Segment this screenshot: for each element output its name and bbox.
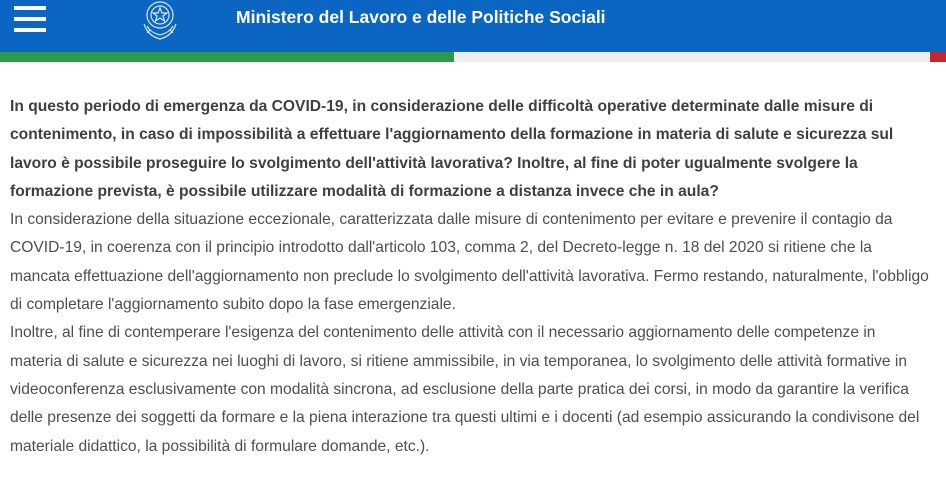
- italian-flag-stripe: [0, 52, 946, 62]
- faq-question: In questo periodo di emergenza da COVID-19, in considerazione delle difficoltà operative determinate dalle misure di contenimento, in caso di impossibilità a effettuare l'aggiornamento della formazione in materia di salute e sicurezza sul lavoro è possibile proseguire lo svolgimento dell'attività lavorativa? Inoltre, al fine di poter ugualmente svolgere la formazione prevista, è possibile utilizzare modalità di formazione a distanza invece che in aula?: [10, 98, 894, 200]
- menu-line: [14, 28, 46, 32]
- italian-republic-emblem-icon[interactable]: [138, 0, 182, 42]
- faq-answer-paragraph-2: Inoltre, al fine di contemperare l'esigenza del contenimento delle attività con il necessario aggiornamento delle competenze in materia di salute e sicurezza nei luoghi di lavoro, si ritiene ammissibile, in via temporanea, lo svolgimento delle attività formative in videoconferenza esclusivamente con modalità sincrona, ad esclusione della parte pratica dei corsi, in modo da garantire la verifica delle presenze dei soggetti da formare e la piena interazione tra questi ultimi e i docenti (ad esempio assicurando la condivisone del materiale didattico, la possibilità di formulare domande, etc.).: [10, 324, 920, 455]
- faq-answer-paragraph-1: In considerazione della situazione eccezionale, caratterizzata dalle misure di contenimento per evitare e prevenire il contagio da COVID-19, in coerenza con il principio introdotto dall'articolo 103, comma 2, del Decreto-legge n. 18 del 2020 si ritiene che la mancata effettuazione dell'aggiornamento non preclude lo svolgimento dell'attività lavorativa. Fermo restando, naturalmente, l'obbligo di completare l'aggiornamento subito dopo la fase emergenziale.: [10, 211, 929, 314]
- site-header: [0, 0, 946, 52]
- faq-content: [10, 93, 930, 461]
- flag-green-segment: [0, 52, 454, 62]
- hamburger-menu-icon[interactable]: [14, 6, 46, 32]
- menu-line: [14, 17, 46, 21]
- site-title[interactable]: Ministero del Lavoro e delle Politiche Sociali: [236, 7, 606, 27]
- flag-white-segment: [454, 52, 930, 62]
- menu-line: [14, 6, 46, 10]
- flag-red-segment: [930, 52, 946, 62]
